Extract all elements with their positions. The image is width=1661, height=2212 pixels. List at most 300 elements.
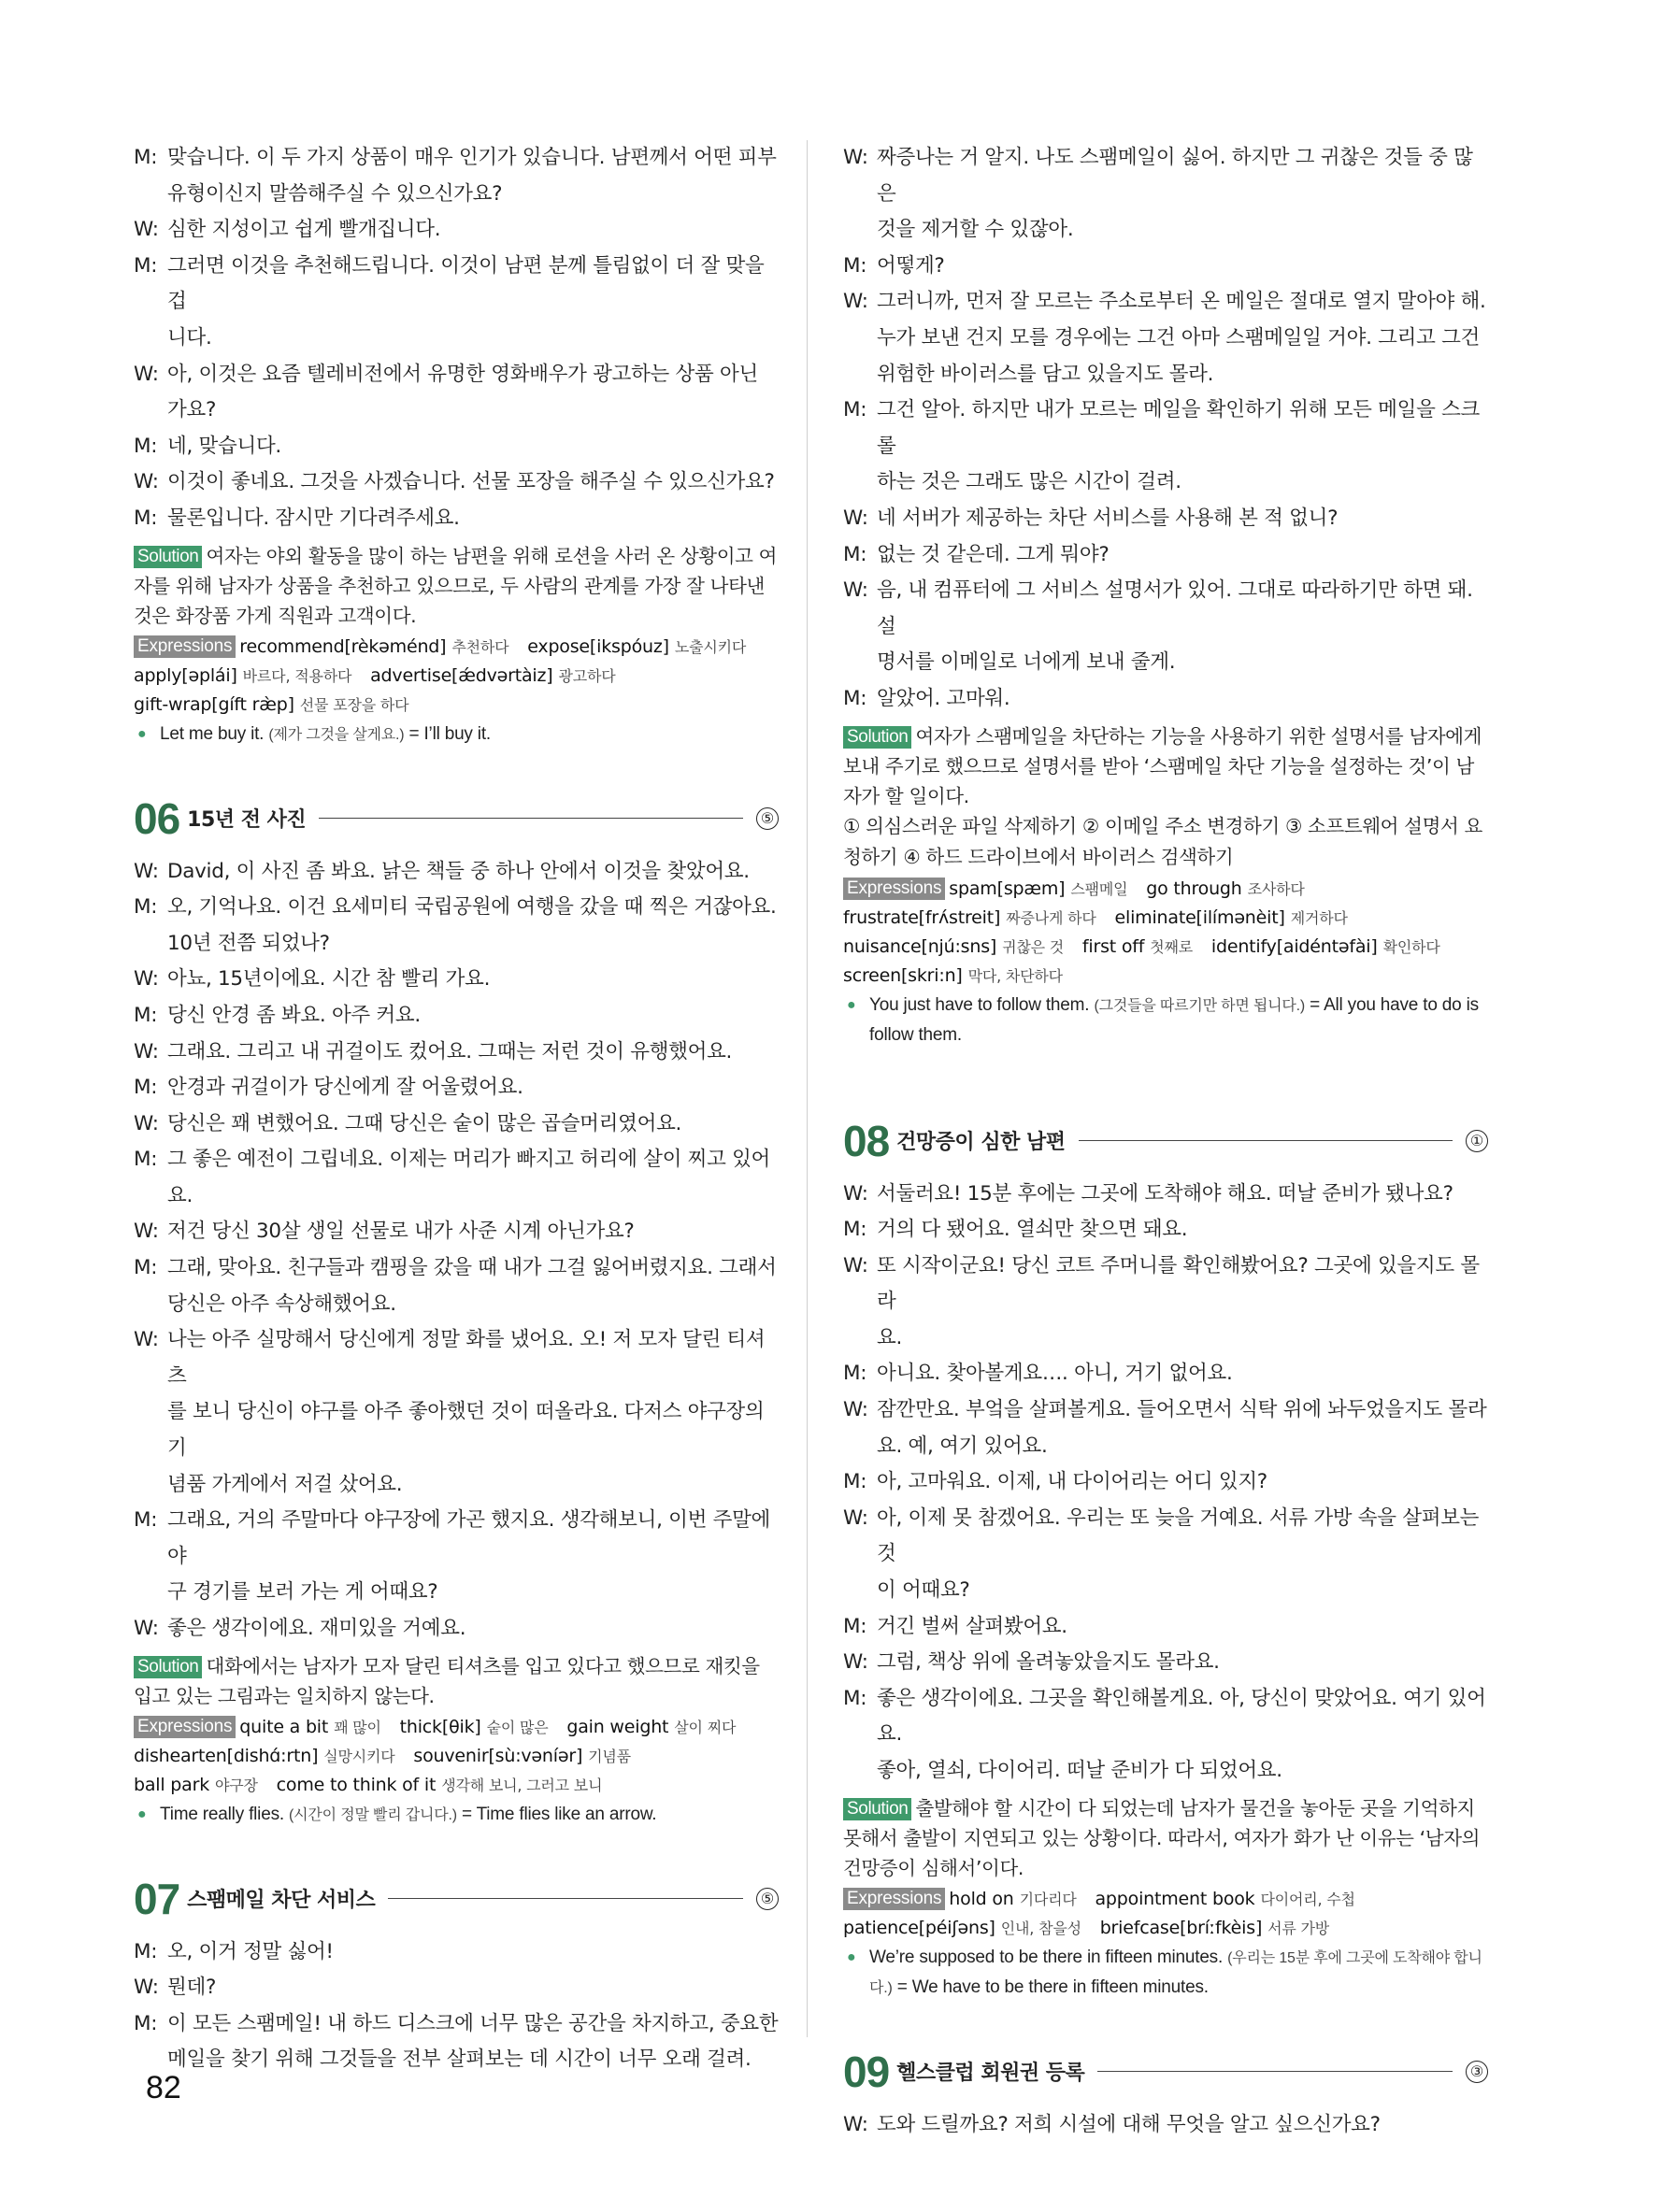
speaker-label: W: (134, 362, 159, 386)
dialogue-line (134, 392, 779, 429)
expression-item (527, 636, 759, 657)
tip-alternative: = Time flies like an arrow. (461, 1804, 657, 1824)
line-text: 념품 가게에서 저걸 샀어요. (167, 1472, 403, 1496)
speaker-label: W: (843, 290, 868, 314)
section-header (843, 1111, 1488, 1171)
answer-circle: ⑤ (756, 807, 779, 830)
expressions (843, 875, 1488, 991)
tip (843, 991, 1488, 1049)
section-title: 15년 전 사진 (187, 808, 307, 833)
dialogue-line (134, 2042, 779, 2078)
dialogue-line (134, 1611, 779, 1648)
speaker-label: W: (134, 1220, 159, 1244)
section-number: 06 (134, 793, 180, 843)
dialogue-line (843, 392, 1488, 464)
expression-term: recommend[rèkəménd] (239, 635, 447, 657)
speaker-label: M: (134, 1003, 158, 1027)
line-text: 그 좋은 예전이 그립네요. 이제는 머리가 빠지고 허리에 살이 찌고 있어요. (167, 1148, 771, 1207)
bullet-icon: ● (137, 1805, 147, 1822)
section-rule (1079, 1140, 1453, 1141)
dialogue-line (134, 1287, 779, 1323)
speaker-label: W: (134, 967, 159, 992)
expressions (134, 633, 779, 720)
dialogue-line (134, 429, 779, 465)
tip-meaning: (그것들을 따르기만 하면 됩니다.) (1094, 997, 1306, 1014)
expression-item (134, 1775, 271, 1795)
line-text: 이것이 좋네요. 그것을 사겠습니다. 선물 포장을 해주실 수 있으신가요? (167, 470, 775, 494)
line-text: 명서를 이메일로 너에게 보내 줄게. (877, 650, 1176, 675)
column-divider (807, 140, 808, 2037)
bullet-icon: ● (847, 1948, 856, 1965)
solution-text: 대화에서는 남자가 모자 달린 티셔츠를 입고 있다고 했으므로 재킷을 입고 있는 그림과는 일치하지 않는다. (134, 1654, 760, 1707)
line-text: 위험한 바이러스를 담고 있을지도 몰라. (877, 362, 1214, 386)
dialogue-line (843, 140, 1488, 212)
speaker-label: M: (843, 253, 867, 278)
line-text: David, 이 사진 좀 봐요. 낡은 책들 중 하나 안에서 이것을 찾았어요. (167, 859, 750, 883)
dialogue-line (843, 1501, 1488, 1573)
line-text: 좋아, 열쇠, 다이어리. 떠날 준비가 다 되었어요. (877, 1759, 1282, 1782)
dialogue-line (843, 1249, 1488, 1320)
bullet-icon: ● (847, 996, 856, 1013)
expression-item (239, 636, 522, 657)
expression-meaning: 광고하다 (558, 666, 616, 685)
speaker-label: M: (134, 1508, 158, 1533)
expression-meaning: 막다, 차단하다 (967, 966, 1063, 985)
speaker-label: M: (134, 253, 158, 278)
dialogue-line (843, 357, 1488, 393)
expression-term: patience[péiʃəns] (843, 1917, 995, 1938)
solution-tag: Solution (843, 1798, 911, 1820)
solution-paragraph (843, 1793, 1488, 1883)
expression-term: identify[aidéntəfài] (1210, 935, 1378, 957)
expression-meaning: 숱이 많은 (486, 1718, 549, 1736)
dialogue-line (134, 1070, 779, 1106)
speaker-label: W: (134, 1111, 159, 1135)
expression-term: screen[skri:n] (843, 964, 963, 986)
line-text: 니다. (167, 325, 212, 350)
expressions-tag: Expressions (843, 1888, 945, 1910)
expression-meaning: 기념품 (588, 1747, 631, 1765)
dialogue-line (843, 645, 1488, 681)
expression-item (134, 694, 422, 715)
line-text: 그럼, 책상 위에 올려놓았을지도 몰라요. (877, 1650, 1220, 1675)
line-text: 그러니까, 먼저 잘 모르는 주소로부터 온 메일은 절대로 열지 말아야 해. (877, 290, 1486, 314)
dialogue-line (843, 1681, 1488, 1753)
solution-paragraph (843, 721, 1488, 811)
speaker-label: W: (134, 470, 159, 494)
speaker-label: W: (134, 218, 159, 242)
dialogue-line (134, 249, 779, 321)
dialogue-line (134, 1250, 779, 1287)
speaker-label: W: (134, 859, 159, 883)
solution-tag: Solution (134, 1656, 202, 1678)
dialogue-line (134, 2006, 779, 2043)
speaker-label: W: (843, 1181, 868, 1206)
expression-item (949, 1889, 1089, 1909)
expression-meaning: 생각해 보니, 그러고 보니 (441, 1776, 603, 1794)
dialogue-line (134, 962, 779, 998)
dialogue-line (134, 1575, 779, 1611)
dialogue-block (843, 140, 1488, 718)
line-text: 도와 드릴까요? 저희 시설에 대해 무엇을 알고 싶으신가요? (877, 2112, 1381, 2136)
speaker-label: M: (843, 1470, 867, 1494)
tip (134, 720, 779, 749)
dialogue-line (843, 321, 1488, 357)
expression-item (370, 665, 628, 686)
dialogue-block (134, 854, 779, 1648)
line-text: 가요? (167, 398, 217, 422)
expression-item (1095, 1889, 1367, 1909)
line-text: 당신은 꽤 변했어요. 그때 당신은 숱이 많은 곱슬머리였어요. (167, 1111, 682, 1135)
dialogue-line (134, 1467, 779, 1504)
expression-term: expose[ikspóuz] (527, 635, 669, 657)
speaker-label: M: (134, 1256, 158, 1280)
line-text: 이 모든 스팸메일! 내 하드 디스크에 너무 많은 공간을 차지하고, 중요한 (167, 2011, 779, 2035)
expression-item (949, 878, 1140, 899)
line-text: 아, 이제 못 참겠어요. 우리는 또 늦을 거예요. 서류 가방 속을 살펴보는 것 (877, 1506, 1480, 1566)
expression-item (1146, 878, 1317, 899)
tip-sentence: Time really flies. (160, 1804, 284, 1824)
dialogue-line (134, 890, 779, 926)
line-text: 또 시작이군요! 당신 코트 주머니를 확인해봤어요? 그곳에 있을지도 몰라 (877, 1253, 1480, 1314)
dialogue-block (134, 140, 779, 537)
section-header (134, 789, 779, 849)
expression-meaning: 기다리다 (1019, 1890, 1077, 1908)
line-text: 아, 고마워요. 이제, 내 다이어리는 어디 있지? (877, 1470, 1267, 1494)
speaker-label: W: (843, 2112, 868, 2136)
dialogue-block (843, 2107, 1488, 2144)
line-text: 네 서버가 제공하는 차단 서비스를 사용해 본 적 없니? (877, 506, 1339, 530)
line-text: 안경과 귀걸이가 당신에게 잘 어울렸어요. (167, 1076, 523, 1100)
line-text: 그러면 이것을 추천해드립니다. 이것이 남편 분께 틀림없이 더 잘 맞을 겁 (167, 253, 765, 314)
bullet-icon: ● (137, 725, 147, 742)
expression-meaning: 귀찮은 것 (1002, 937, 1065, 956)
expression-item (277, 1775, 616, 1795)
dialogue-line (134, 357, 779, 393)
expression-term: souvenir[sù:vəníər] (413, 1745, 583, 1766)
line-text: 이 어때요? (877, 1578, 970, 1603)
left-column (134, 140, 779, 2078)
line-text: 그래, 맞아요. 친구들과 캠핑을 갔을 때 내가 그걸 잃어버렸지요. 그래서 (167, 1256, 777, 1280)
answer-circle: ⑤ (756, 1888, 779, 1910)
section-header (843, 2042, 1488, 2102)
expression-item (239, 1717, 394, 1737)
page-number: 82 (146, 2070, 181, 2105)
expression-item (1100, 1918, 1342, 1938)
line-text: 요. (877, 1325, 903, 1349)
dialogue-line (134, 998, 779, 1035)
dialogue-line (843, 464, 1488, 501)
speaker-label: M: (843, 1686, 867, 1710)
expression-item (1211, 936, 1453, 957)
expression-meaning: 실망시키다 (323, 1747, 395, 1765)
expression-item (843, 936, 1077, 957)
section-number: 08 (843, 1116, 890, 1165)
dialogue-line (843, 1429, 1488, 1465)
dialogue-block (134, 1934, 779, 2078)
dialogue-block (843, 1177, 1488, 1790)
dialogue-line (843, 573, 1488, 645)
speaker-label: M: (134, 1148, 158, 1172)
dialogue-line (134, 1970, 779, 2006)
tip-meaning: (시간이 정말 빨리 갑니다.) (289, 1806, 457, 1823)
line-text: 오, 기억나요. 이건 요세미티 국립공원에 여행을 갔을 때 찍은 거잖아요. (167, 895, 777, 920)
expressions (843, 1885, 1488, 1943)
section-rule (388, 1898, 743, 1899)
line-text: 그건 알아. 하지만 내가 모르는 메일을 확인하기 위해 모든 메일을 스크롤 (877, 398, 1481, 458)
expression-term: dishearten[dishɑ́:rtn] (134, 1745, 319, 1766)
tip-alternative: = All you have to do is follow them. (869, 994, 1479, 1045)
dialogue-line (843, 1212, 1488, 1249)
expression-term: eliminate[ilímənèit] (1114, 906, 1285, 928)
expression-term: gift-wrap[gíft ræ̀p] (134, 693, 294, 715)
speaker-label: W: (843, 1398, 868, 1422)
expression-meaning: 짜증나게 하다 (1006, 908, 1096, 927)
dialogue-line (843, 1392, 1488, 1429)
dialogue-line (134, 321, 779, 357)
line-text: 거긴 벌써 살펴봤어요. (877, 1614, 1067, 1638)
section-header (134, 1869, 779, 1929)
expression-item (400, 1717, 562, 1737)
expressions-tag: Expressions (134, 635, 236, 658)
expression-meaning: 선물 포장을 하다 (299, 695, 409, 714)
tip-meaning: (제가 그것을 살게요.) (268, 726, 405, 743)
expression-item (413, 1746, 644, 1766)
line-text: 를 보니 당신이 야구를 아주 좋아했던 것이 떠올라요. 다저스 야구장의 기 (167, 1400, 765, 1461)
expression-meaning: 제거하다 (1290, 908, 1348, 927)
expression-meaning: 확인하다 (1382, 937, 1440, 956)
expression-term: go through (1146, 878, 1242, 899)
section-title: 건망증이 심한 남편 (896, 1131, 1066, 1154)
expression-meaning: 다이어리, 수첩 (1260, 1890, 1355, 1908)
expression-term: thick[θik] (399, 1716, 481, 1737)
line-text: 아뇨, 15년이에요. 시간 참 빨리 가요. (167, 967, 491, 992)
dialogue-line (843, 1753, 1488, 1790)
speaker-label: W: (843, 578, 868, 603)
dialogue-line (134, 1106, 779, 1143)
line-text: 뭔데? (167, 1976, 217, 2000)
expression-meaning: 서류 가방 (1267, 1919, 1330, 1937)
tip-meaning: (우리는 15분 후에 그곳에 도착해야 합니다.) (869, 1949, 1482, 1996)
section-number: 07 (134, 1874, 180, 1923)
expression-meaning: 야구장 (215, 1776, 258, 1794)
expression-term: quite a bit (239, 1716, 329, 1737)
dialogue-line (134, 140, 779, 177)
dialogue-line (843, 284, 1488, 321)
line-text: 아니요. 찾아볼게요…. 아니, 거기 없어요. (877, 1362, 1233, 1386)
right-column (843, 140, 1488, 2143)
tip (134, 1800, 779, 1830)
line-text: 10년 전쯤 되었나? (167, 931, 330, 955)
dialogue-line (134, 1142, 779, 1214)
line-text: 좋은 생각이에요. 재미있을 거예요. (167, 1617, 466, 1640)
expression-term: apply[əplái] (134, 664, 237, 686)
speaker-label: M: (843, 398, 867, 422)
line-text: 하는 것은 그래도 많은 시간이 걸려. (877, 470, 1181, 494)
line-text: 좋은 생각이에요. 그곳을 확인해볼게요. 아, 당신이 맞았어요. 여기 있어요. (877, 1686, 1486, 1747)
solution-text: 여자가 스팸메일을 차단하는 기능을 사용하기 위한 설명서를 남자에게 보내 주기로 했으므로 설명서를 받아 ‘스팸메일 차단 기능을 설정하는 것’이 남자가 할 일이다. (843, 724, 1482, 807)
speaker-label: M: (134, 2011, 158, 2035)
expressions-tag: Expressions (134, 1716, 236, 1738)
tip-sentence: We’re supposed to be there in fifteen minutes. (869, 1947, 1224, 1967)
line-text: 메일을 찾기 위해 그것들을 전부 살펴보는 데 시간이 너무 오래 걸려. (167, 2048, 752, 2072)
expression-term: ball park (134, 1774, 210, 1795)
speaker-label: M: (843, 542, 867, 566)
dialogue-line (843, 1464, 1488, 1501)
expression-term: come to think of it (276, 1774, 437, 1795)
section-rule (319, 818, 743, 819)
line-text: 유형이신지 말씀해주실 수 있으신가요? (167, 181, 503, 206)
expression-meaning: 바르다, 적용하다 (242, 666, 352, 685)
dialogue-line (134, 1503, 779, 1575)
expression-meaning: 추천하다 (451, 637, 509, 656)
dialogue-line (843, 501, 1488, 537)
expression-term: briefcase[bríːfkèis] (1099, 1917, 1263, 1938)
expression-item (843, 965, 1076, 986)
line-text: 알았어. 고마워. (877, 686, 1010, 710)
dialogue-line (134, 501, 779, 537)
line-text: 그래요. 그리고 내 귀걸이도 컸어요. 그때는 저런 것이 유행했어요. (167, 1039, 733, 1063)
dialogue-line (843, 1356, 1488, 1392)
expression-meaning: 노출시키다 (674, 637, 747, 656)
line-text: 구 경기를 보러 가는 게 어때요? (167, 1580, 438, 1605)
solution-paragraph (134, 541, 779, 631)
speaker-label: M: (134, 895, 158, 920)
solution-tag: Solution (843, 726, 911, 749)
tip-sentence: You just have to follow them. (869, 994, 1090, 1015)
dialogue-line (843, 1609, 1488, 1646)
answer-circle: ③ (1466, 2061, 1488, 2083)
dialogue-line (134, 1035, 779, 1071)
expression-term: hold on (949, 1888, 1014, 1909)
speaker-label: M: (134, 1076, 158, 1100)
line-text: 당신 안경 좀 봐요. 아주 커요. (167, 1003, 421, 1027)
expression-meaning: 살이 찌다 (674, 1718, 737, 1736)
dialogue-line (134, 464, 779, 501)
tip (843, 1943, 1488, 2003)
speaker-label: W: (843, 1650, 868, 1675)
speaker-label: W: (134, 1617, 159, 1640)
expression-term: appointment book (1095, 1888, 1255, 1909)
expression-item (566, 1717, 749, 1737)
line-text: 아, 이것은 요즘 텔레비전에서 유명한 영화배우가 광고하는 상품 아닌 (167, 362, 758, 386)
expression-term: gain weight (566, 1716, 669, 1737)
expression-meaning: 조사하다 (1247, 879, 1305, 898)
expression-meaning: 꽤 많이 (334, 1718, 381, 1736)
expression-term: spam[spæm] (949, 878, 1066, 899)
dialogue-line (134, 854, 779, 891)
dialogue-line (134, 926, 779, 963)
expressions (134, 1713, 779, 1800)
speaker-label: M: (843, 1218, 867, 1242)
line-text: 맞습니다. 이 두 가지 상품이 매우 인기가 있습니다. 남편께서 어떤 피부 (167, 146, 777, 169)
expression-term: first off (1081, 935, 1145, 957)
line-text: 심한 지성이고 쉽게 빨개집니다. (167, 218, 441, 242)
dialogue-line (134, 177, 779, 213)
line-text: 물론입니다. 잠시만 기다려주세요. (167, 506, 460, 530)
expression-meaning: 인내, 참을성 (1000, 1919, 1081, 1937)
dialogue-line (134, 1934, 779, 1971)
expression-meaning: 첫째로 (1150, 937, 1194, 956)
dialogue-line (843, 537, 1488, 574)
dialogue-line (843, 1573, 1488, 1609)
speaker-label: W: (843, 1253, 868, 1277)
answer-circle: ① (1466, 1130, 1488, 1152)
dialogue-line (843, 1177, 1488, 1213)
section-number: 09 (843, 2047, 890, 2096)
dialogue-line (134, 1394, 779, 1466)
line-text: 음, 내 컴퓨터에 그 서비스 설명서가 있어. 그대로 따라하기만 하면 돼. 설 (877, 578, 1473, 638)
speaker-label: M: (134, 506, 158, 530)
dialogue-line (843, 1320, 1488, 1357)
solution-text: 출발해야 할 시간이 다 되었는데 남자가 물건을 놓아둔 곳을 기억하지 못해서 출발이 지연되고 있는 상황이다. 따라서, 여자가 화가 난 이유는 ‘남자의 건망증이 심해서’이다. (843, 1796, 1481, 1879)
section-title: 스팸메일 차단 서비스 (187, 1889, 376, 1913)
speaker-label: M: (843, 686, 867, 710)
expression-item (134, 665, 365, 686)
speaker-label: M: (134, 434, 158, 458)
line-text: 요. 예, 여기 있어요. (877, 1434, 1048, 1458)
dialogue-line (134, 1214, 779, 1250)
tip-alternative: = I’ll buy it. (408, 723, 491, 744)
line-text: 나는 아주 실망해서 당신에게 정말 화를 냈어요. 오! 저 모자 달린 티셔츠 (167, 1328, 766, 1388)
line-text: 어떻게? (877, 253, 945, 278)
line-text: 네, 맞습니다. (167, 434, 281, 458)
line-text: 당신은 아주 속상해했어요. (167, 1292, 396, 1316)
dialogue-line (843, 249, 1488, 285)
dialogue-line (843, 1645, 1488, 1681)
section-rule (1097, 2071, 1453, 2072)
speaker-label: W: (134, 1328, 159, 1352)
expression-item (134, 1746, 408, 1766)
solution-tag: Solution (134, 546, 202, 568)
answer-choices: ① 의심스러운 파일 삭제하기 ② 이메일 주소 변경하기 ③ 소프트웨어 설명서 요청하기 ④ 하드 드라이브에서 바이러스 검색하기 (843, 814, 1482, 868)
speaker-label: M: (134, 146, 158, 169)
line-text: 그래요, 거의 주말마다 야구장에 가곤 했지요. 생각해보니, 이번 주말에 야 (167, 1508, 771, 1568)
expression-item (1082, 936, 1206, 957)
line-text: 저건 당신 30살 생일 선물로 내가 사준 시계 아닌가요? (167, 1220, 635, 1244)
expression-meaning: 스팸메일 (1070, 879, 1128, 898)
line-text: 서둘러요! 15분 후에는 그곳에 도착해야 해요. 떠날 준비가 됐나요? (877, 1181, 1453, 1206)
expression-item (843, 1918, 1095, 1938)
expression-term: advertise[ǽdvərtàiz] (370, 664, 553, 686)
speaker-label: W: (134, 1976, 159, 2000)
speaker-label: W: (843, 1506, 868, 1530)
line-text: 오, 이거 정말 싫어! (167, 1939, 334, 1963)
line-text: 없는 것 같은데. 그게 뭐야? (877, 542, 1110, 566)
tip-sentence: Let me buy it. (160, 723, 265, 744)
line-text: 누가 보낸 건지 모를 경우에는 그건 아마 스팸메일일 거야. 그리고 그건 (877, 325, 1481, 350)
line-text: 것을 제거할 수 있잖아. (877, 218, 1074, 242)
line-text: 짜증나는 거 알지. 나도 스팸메일이 싫어. 하지만 그 귀찮은 것들 중 많은 (877, 146, 1473, 206)
speaker-label: W: (843, 146, 868, 169)
dialogue-line (134, 1322, 779, 1394)
line-text: 잠깐만요. 부엌을 살펴볼게요. 들어오면서 식탁 위에 놔두었을지도 몰라 (877, 1398, 1487, 1422)
tip-alternative: = We have to be there in fifteen minutes. (896, 1977, 1209, 1997)
solution-text: 여자는 야외 활동을 많이 하는 남편을 위해 로션을 사러 온 상황이고 여자를 위해 남자가 상품을 추천하고 있으므로, 두 사람의 관계를 가장 잘 나타낸 것은 화장품 가게 직원과 고객이다. (134, 544, 778, 627)
solution-paragraph (134, 1651, 779, 1711)
speaker-label: M: (134, 1939, 158, 1963)
dialogue-line (843, 681, 1488, 718)
expression-term: nuisance[njú:sns] (843, 935, 997, 957)
expression-term: frustrate[frʌ́streit] (843, 906, 1001, 928)
dialogue-line (843, 2107, 1488, 2144)
expressions-tag: Expressions (843, 878, 945, 900)
speaker-label: M: (843, 1614, 867, 1638)
section-title: 헬스클럽 회원권 등록 (896, 2062, 1085, 2086)
speaker-label: M: (843, 1362, 867, 1386)
dialogue-line (134, 212, 779, 249)
line-text: 거의 다 됐어요. 열쇠만 찾으면 돼요. (877, 1218, 1188, 1242)
